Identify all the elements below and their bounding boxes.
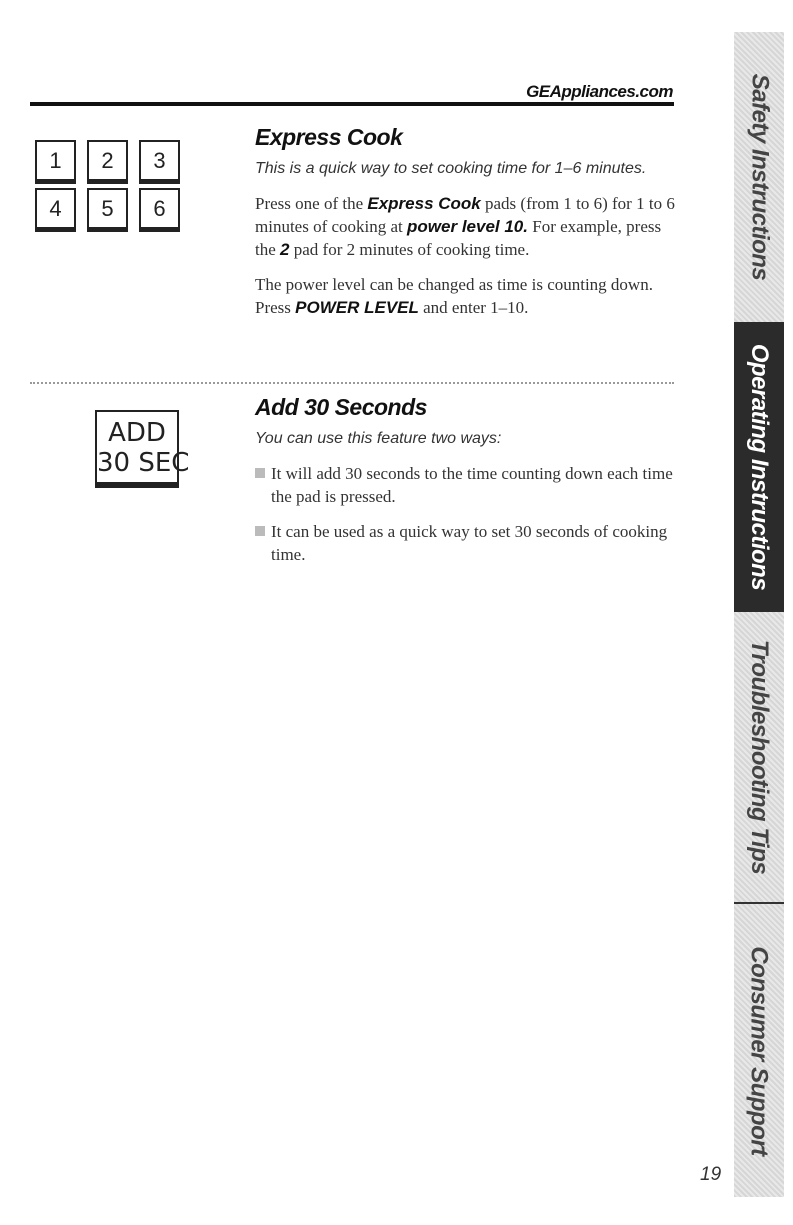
- section-tabs: [734, 32, 784, 1197]
- add-30-bullet-1: It will add 30 seconds to the time counting down each time the pad is pressed.: [255, 462, 675, 508]
- add-30-lead: You can use this feature two ways:: [255, 430, 502, 447]
- add-30-sec-pad: [95, 410, 190, 484]
- add-30-section: [255, 396, 675, 578]
- page-number: 19: [700, 1164, 722, 1185]
- bullet-square-icon: [255, 468, 265, 478]
- pad-1: 1: [35, 140, 76, 181]
- add-30-bullet-2: It can be used as a quick way to set 30 seconds of cooking time.: [255, 520, 675, 566]
- tab-safety-instructions: Safety Instructions: [746, 73, 774, 281]
- tab-operating-instructions: Operating Instructions: [734, 322, 784, 612]
- pad-3: 3: [139, 140, 180, 181]
- express-cook-section: [255, 126, 675, 331]
- tab-consumer-support: Consumer Support: [746, 945, 773, 1156]
- section-divider: [30, 382, 674, 384]
- pad-2: 2: [87, 140, 128, 181]
- express-cook-title: Express Cook: [255, 124, 403, 150]
- express-cook-paragraph-2: The power level can be changed as time is counting down. Press POWER LEVEL and enter 1–10.: [255, 275, 653, 317]
- pad-5: 5: [87, 188, 128, 229]
- express-cook-paragraph-1: Press one of the Express Cook pads (from 1 to 6) for 1 to 6 minutes of cooking at power level 10. For example, press the 2 pad for 2 minutes of cooking time.: [255, 194, 675, 259]
- add-pad-line-2: 30 SEC: [97, 448, 190, 478]
- add-30-title: Add 30 Seconds: [255, 394, 427, 420]
- tab-troubleshooting-tips: Troubleshooting Tips: [746, 639, 774, 875]
- bullet-square-icon: [255, 526, 265, 536]
- express-cook-lead: This is a quick way to set cooking time for 1–6 minutes.: [255, 160, 647, 177]
- site-url: GEAppliances.com: [526, 82, 673, 101]
- pad-4: 4: [35, 188, 76, 229]
- add-pad-line-1: ADD: [108, 418, 166, 448]
- header-rule: [30, 102, 674, 106]
- pad-6: 6: [139, 188, 180, 229]
